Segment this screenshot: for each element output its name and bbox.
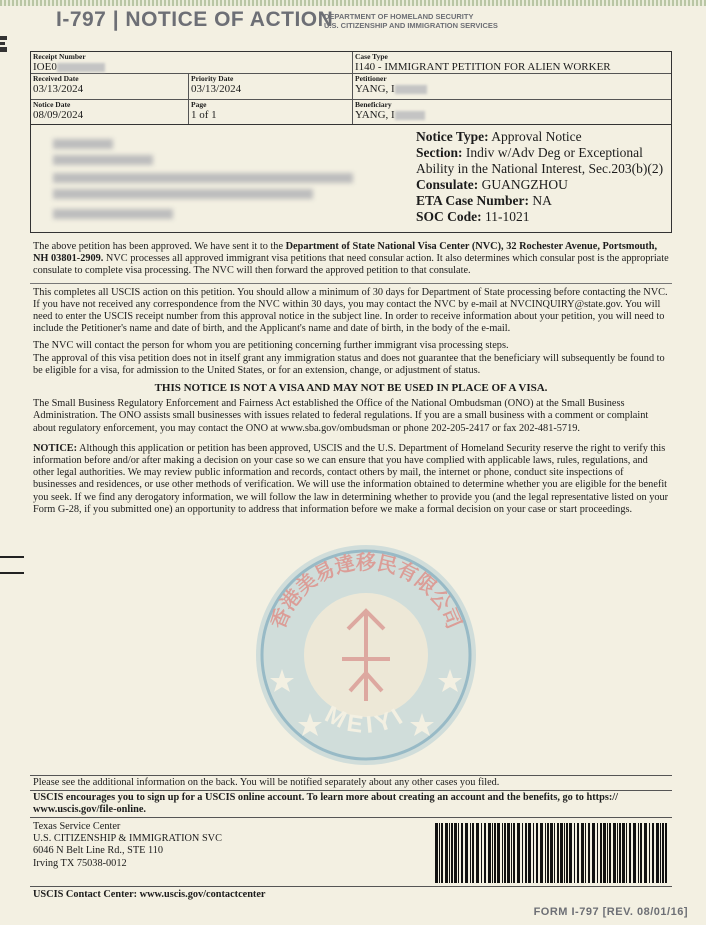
priority-date: 03/13/2024 [191, 83, 242, 95]
notice-type: Approval Notice [491, 129, 582, 144]
petitioner-cell: Petitioner YANG, I [353, 74, 671, 100]
margin-line [0, 556, 24, 558]
notice-date: 08/09/2024 [33, 109, 84, 121]
notice-section: Indiv w/Adv Deg or Exceptional Ability in the National Interest, Sec.203(b)(2) [416, 145, 664, 176]
nvc-steps-line: The NVC will contact the person for whom you are petitioning concerning further immigrant visa processing steps. [33, 340, 509, 352]
received-date-cell: Received Date 03/13/2024 [31, 74, 189, 100]
security-pattern-strip [0, 0, 706, 6]
receipt-number: IOE0 [33, 61, 57, 73]
mailing-and-notice-box [30, 125, 672, 233]
seal-latin-text: MEIYI [320, 700, 412, 740]
service-center-address: Texas Service Center U.S. CITIZENSHIP & IMMIGRATION SVC 6046 N Belt Line Rd., STE 110 Irving TX 75038-0012 [30, 817, 672, 886]
redaction [395, 85, 427, 94]
status-disclaimer: The approval of this visa petition does not in itself grant any immigration status and does not guarantee that the beneficiary will subsequently be found to be eligible for a visa, for admission to the United States, or for an extension, change, or adjustment of status. [33, 352, 665, 376]
eta-case-number: NA [532, 193, 552, 208]
form-title: I-797 | NOTICE OF ACTION [56, 8, 334, 31]
petitioner-name: YANG, I [355, 83, 395, 95]
barcode [435, 823, 667, 883]
form-revision-number: FORM I-797 [REV. 08/01/16] [533, 906, 688, 918]
priority-date-cell: Priority Date 03/13/2024 [189, 74, 353, 100]
notice-page [30, 51, 672, 900]
notice-details: Notice Type: Approval Notice Section: Indiv w/Adv Deg or Exceptional Ability in the National Interest, Sec.203(b)(2) Consulate: GUANGZHOU ETA Case Number: NA SOC Code: 11-1021 [416, 129, 664, 224]
verification-notice: NOTICE: Although this application or petition has been approved, USCIS and the U.S. Department of Homeland Security reserve the right to verify this information before and/or after making a decision on your case so we can ensure that you have complied with applicable laws, rules, regulations, and other legal authorities. We may review public information and records, contact others by mail, the internet or phone, conduct site inspections of businesses and residences, or use other methods of verification. We will use the information obtained to determine whether you are eligible for the benefit you seek. If we find any derogatory information, we will follow the law in determining whether to provide you (and the legal representative listed on your Form G-28, if you submitted one) an opportunity to address that information before we make a formal decision on your case or start proceedings. [33, 442, 669, 515]
not-a-visa-warning: THIS NOTICE IS NOT A VISA AND MAY NOT BE USED IN PLACE OF A VISA. [154, 382, 548, 395]
received-date: 03/13/2024 [33, 83, 84, 95]
page-cell: Page 1 of 1 [189, 100, 353, 124]
department-name: DEPARTMENT OF HOMELAND SECURITY U.S. CITIZENSHIP AND IMMIGRATION SERVICES [324, 12, 498, 30]
notice-footer [30, 775, 672, 902]
contact-center-line: USCIS Contact Center: www.uscis.gov/contactcenter [30, 886, 672, 902]
form-header [56, 8, 696, 40]
margin-mark-icon [0, 36, 8, 54]
online-account-note: USCIS encourages you to sign up for a USCIS online account. To learn more about creating an account and the benefits, go to https:// www.uscis.gov/file-online. [30, 790, 672, 817]
beneficiary-name: YANG, I [355, 109, 395, 121]
case-type-cell: Case Type I140 - IMMIGRANT PETITION FOR ALIEN WORKER [353, 52, 671, 74]
divider [30, 283, 672, 284]
notice-body [33, 241, 669, 516]
receipt-number-cell: Receipt Number IOE0 [31, 52, 353, 74]
nvc-contact-paragraph: This completes all USCIS action on this petition. You should allow a minimum of 30 days for Department of State processing before contacting the NVC. If you have not received any correspondence from the NVC within 30 days, you may contact the NVC by e-mail at NVCINQUIRY@state.gov. You will need to enter the USCIS receipt number from this approval notice in the subject line. In order to receive information about your petition, you will need to include the Petitioner's name and date of birth, and the Applicant's name and date of birth, in the body of the e-mail. [33, 286, 668, 335]
see-back-note: Please see the additional information on the back. You will be notified separately about any other cases you filed. [30, 775, 672, 790]
page-count: 1 of 1 [191, 109, 217, 121]
redaction [395, 111, 425, 120]
case-type: I140 - IMMIGRANT PETITION FOR ALIEN WORKER [355, 61, 611, 73]
beneficiary-cell: Beneficiary YANG, I [353, 100, 671, 124]
company-seal-stamp [252, 541, 480, 769]
margin-line [0, 572, 24, 574]
consulate: GUANGZHOU [481, 177, 568, 192]
notice-date-cell: Notice Date 08/09/2024 [31, 100, 189, 124]
case-info-table [30, 51, 672, 125]
approval-paragraph: The above petition has been approved. We have sent it to the Department of State National Visa Center (NVC), 32 Rochester Avenue, Portsmouth, NH 03801-2909. NVC processes all approved immigrant visa petitions that need consular action. It also determines which consular post is the appropriate consulate to complete visa processing. The NVC will then forward the approved petition to that consulate. [33, 241, 669, 277]
ombudsman-paragraph: The Small Business Regulatory Enforcement and Fairness Act established the Office of the National Ombudsman (ONO) at the Small Business Administration. The ONO assists small businesses with issues related to federal regulations. If you are a small business with a comment or complaint about regulatory enforcement, you may contact the ONO at www.sba.gov/ombudsman or phone 202-205-2417 or fax 202-481-5719. [33, 398, 649, 434]
redaction [57, 63, 105, 72]
redacted-mailing-address [53, 137, 363, 219]
soc-code: 11-1021 [485, 209, 530, 224]
seal-chinese-text: 香港美易達移民有限公司 [265, 550, 467, 633]
